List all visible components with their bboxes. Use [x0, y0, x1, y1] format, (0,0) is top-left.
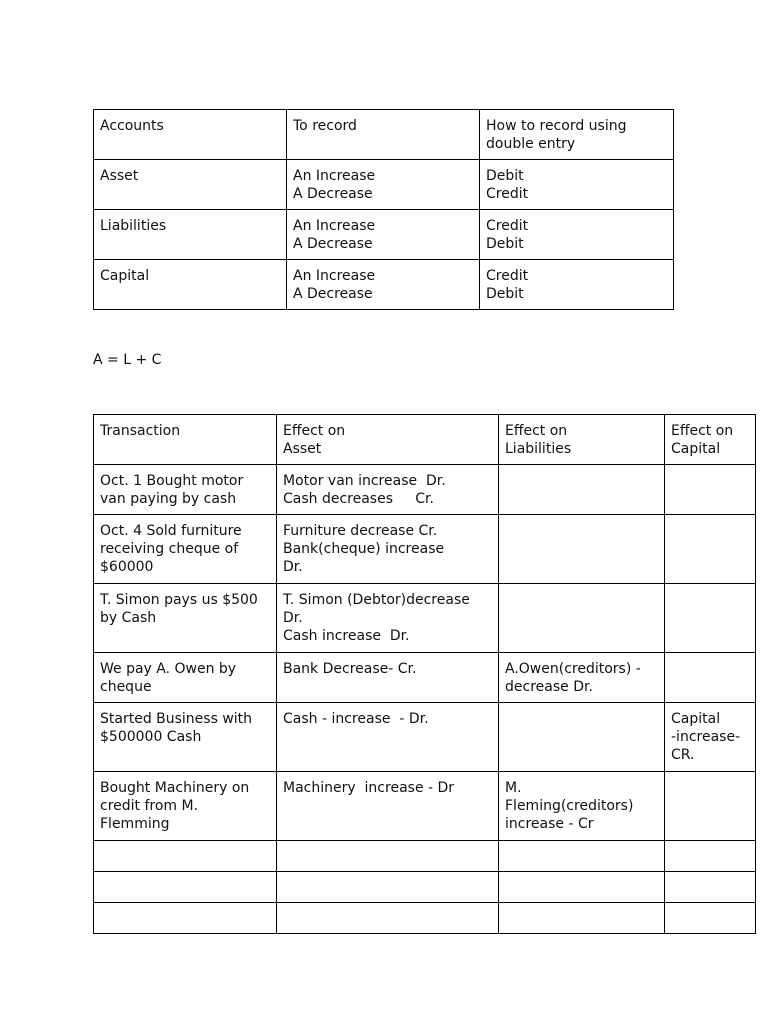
to-record-increase: An Increase — [293, 268, 376, 284]
to-record-cell — [287, 210, 480, 260]
how-cell — [480, 160, 674, 210]
account-cell — [94, 210, 287, 260]
header-to-record-text: To record — [293, 118, 357, 134]
capital-effect-cell — [665, 872, 756, 903]
asset-effect-text: T. Simon (Debtor)decrease Dr. Cash increase Dr. — [283, 592, 470, 644]
header-effect-liabilities — [499, 415, 665, 465]
header-effect-asset-text: Effect on Asset — [283, 423, 346, 457]
how-increase: Credit — [486, 268, 529, 284]
header-effect-capital — [665, 415, 756, 465]
transaction-row — [94, 772, 756, 841]
liabilities-effect-text: M. Fleming(creditors) increase - Cr — [505, 780, 634, 832]
how-increase: Debit — [486, 168, 524, 184]
transaction-text: Started Business with $500000 Cash — [100, 711, 253, 745]
header-to-record — [287, 110, 480, 160]
transaction-cell — [94, 841, 277, 872]
how-increase: Credit — [486, 218, 529, 234]
transaction-row-empty — [94, 903, 756, 934]
header-effect-liabilities-text: Effect on Liabilities — [505, 423, 572, 457]
liabilities-effect-cell — [499, 841, 665, 872]
how-decrease: Debit — [486, 286, 524, 302]
transaction-text: T. Simon pays us $500 by Cash — [100, 592, 258, 626]
transaction-text: Oct. 4 Sold furniture receiving cheque of $60000 — [100, 523, 242, 575]
accounts-row-liabilities — [94, 210, 674, 260]
transaction-row-empty — [94, 872, 756, 903]
capital-effect-cell — [665, 841, 756, 872]
transaction-cell — [94, 872, 277, 903]
transaction-cell — [94, 465, 277, 515]
accounts-table — [93, 109, 674, 310]
asset-effect-text: Bank Decrease- Cr. — [283, 661, 417, 677]
transaction-cell — [94, 515, 277, 584]
account-cell — [94, 260, 287, 310]
transaction-text: We pay A. Owen by cheque — [100, 661, 237, 695]
to-record-increase: An Increase — [293, 168, 376, 184]
how-cell — [480, 210, 674, 260]
transaction-row — [94, 653, 756, 703]
asset-effect-cell — [277, 465, 499, 515]
transaction-row — [94, 515, 756, 584]
transaction-text: Bought Machinery on credit from M. Flemming — [100, 780, 250, 832]
transaction-row — [94, 584, 756, 653]
capital-effect-cell — [665, 584, 756, 653]
capital-effect-cell — [665, 653, 756, 703]
transactions-header-row — [94, 415, 756, 465]
accounts-row-capital — [94, 260, 674, 310]
account-name: Asset — [100, 168, 139, 184]
asset-effect-cell — [277, 584, 499, 653]
account-cell — [94, 160, 287, 210]
capital-effect-cell — [665, 515, 756, 584]
header-accounts — [94, 110, 287, 160]
capital-effect-cell — [665, 772, 756, 841]
asset-effect-cell — [277, 872, 499, 903]
capital-effect-text: Capital -increase- CR. — [671, 711, 741, 763]
asset-effect-cell — [277, 703, 499, 772]
account-name: Capital — [100, 268, 150, 284]
liabilities-effect-cell — [499, 872, 665, 903]
how-decrease: Credit — [486, 186, 529, 202]
header-accounts-text: Accounts — [100, 118, 164, 134]
asset-effect-text: Machinery increase - Dr — [283, 780, 455, 796]
transaction-cell — [94, 653, 277, 703]
asset-effect-text: Motor van increase Dr. Cash decreases Cr. — [283, 473, 446, 507]
capital-effect-cell — [665, 903, 756, 934]
transaction-text: Oct. 1 Bought motor van paying by cash — [100, 473, 244, 507]
how-cell — [480, 260, 674, 310]
capital-effect-cell — [665, 703, 756, 772]
header-effect-capital-text: Effect on Capital — [671, 423, 734, 457]
asset-effect-cell — [277, 515, 499, 584]
accounts-row-asset — [94, 160, 674, 210]
asset-effect-text: Cash - increase - Dr. — [283, 711, 429, 727]
to-record-cell — [287, 260, 480, 310]
asset-effect-cell — [277, 841, 499, 872]
transaction-cell — [94, 772, 277, 841]
capital-effect-cell — [665, 465, 756, 515]
asset-effect-cell — [277, 772, 499, 841]
accounts-header-row — [94, 110, 674, 160]
liabilities-effect-cell — [499, 465, 665, 515]
header-how-to-record-text: How to record using double entry — [486, 118, 627, 152]
asset-effect-text: Furniture decrease Cr. Bank(cheque) increase Dr. — [283, 523, 445, 575]
to-record-increase: An Increase — [293, 218, 376, 234]
header-transaction-text: Transaction — [100, 423, 181, 439]
header-transaction — [94, 415, 277, 465]
how-decrease: Debit — [486, 236, 524, 252]
liabilities-effect-cell — [499, 703, 665, 772]
header-effect-asset — [277, 415, 499, 465]
liabilities-effect-cell — [499, 584, 665, 653]
transaction-row-empty — [94, 841, 756, 872]
to-record-cell — [287, 160, 480, 210]
asset-effect-cell — [277, 903, 499, 934]
account-name: Liabilities — [100, 218, 167, 234]
to-record-decrease: A Decrease — [293, 286, 373, 302]
asset-effect-cell — [277, 653, 499, 703]
transaction-cell — [94, 703, 277, 772]
transactions-table — [93, 414, 756, 934]
transaction-cell — [94, 903, 277, 934]
to-record-decrease: A Decrease — [293, 186, 373, 202]
liabilities-effect-cell — [499, 653, 665, 703]
liabilities-effect-cell — [499, 515, 665, 584]
accounting-equation: A = L + C — [93, 352, 162, 368]
to-record-decrease: A Decrease — [293, 236, 373, 252]
transaction-row — [94, 703, 756, 772]
liabilities-effect-text: A.Owen(creditors) - decrease Dr. — [505, 661, 641, 695]
header-how-to-record — [480, 110, 674, 160]
transaction-row — [94, 465, 756, 515]
liabilities-effect-cell — [499, 772, 665, 841]
liabilities-effect-cell — [499, 903, 665, 934]
transaction-cell — [94, 584, 277, 653]
